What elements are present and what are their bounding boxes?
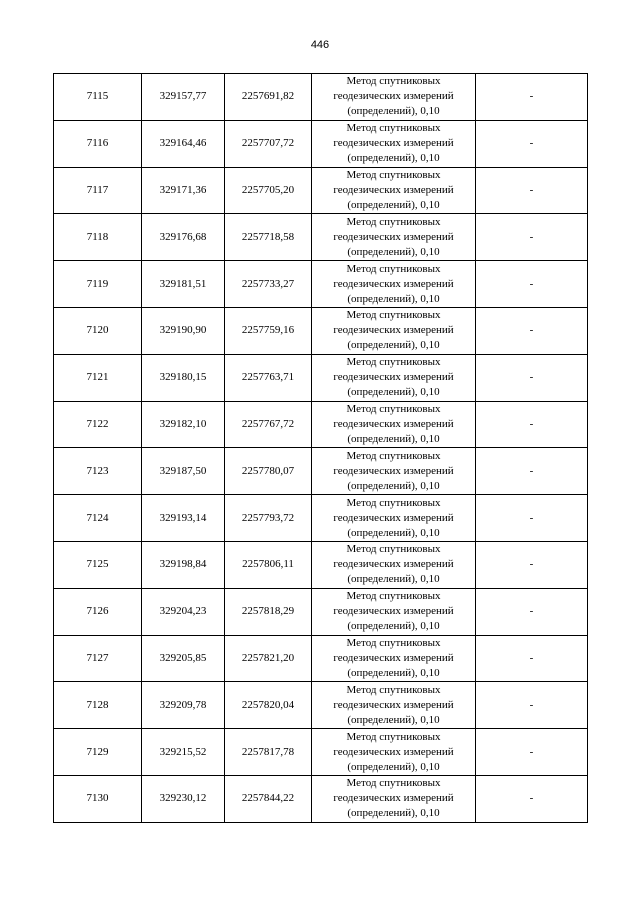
- method-text-line: геодезических измерений: [333, 558, 454, 571]
- method-cell: [312, 635, 476, 682]
- x-coordinate-cell: 329171,36: [142, 167, 225, 214]
- y-coordinate-cell: 2257767,72: [225, 401, 312, 448]
- method-cell: [312, 120, 476, 167]
- method-text-line: Метод спутниковых: [346, 122, 441, 135]
- method-text-line: Метод спутниковых: [346, 636, 441, 649]
- extra-info-cell: -: [476, 214, 588, 261]
- x-coordinate-cell: 329209,78: [142, 682, 225, 729]
- extra-info-cell: -: [476, 729, 588, 776]
- extra-info-cell: -: [476, 307, 588, 354]
- table-row: [54, 729, 588, 776]
- table-row: [54, 354, 588, 401]
- y-coordinate-cell: 2257844,22: [225, 775, 312, 822]
- method-cell: [312, 261, 476, 308]
- method-text-line: геодезических измерений: [333, 324, 454, 337]
- y-coordinate-cell: 2257707,72: [225, 120, 312, 167]
- x-coordinate-cell: 329193,14: [142, 495, 225, 542]
- point-number-cell: 7115: [54, 74, 142, 121]
- extra-info-cell: -: [476, 775, 588, 822]
- method-text-line: (определений), 0,10: [347, 152, 440, 165]
- method-text-line: (определений), 0,10: [347, 339, 440, 352]
- y-coordinate-cell: 2257793,72: [225, 495, 312, 542]
- method-text-line: геодезических измерений: [333, 230, 454, 243]
- method-text-line: (определений), 0,10: [347, 198, 440, 211]
- table-row: [54, 401, 588, 448]
- method-text-line: (определений), 0,10: [347, 245, 440, 258]
- method-text-line: геодезических измерений: [333, 90, 454, 103]
- method-cell: [312, 682, 476, 729]
- method-cell: [312, 74, 476, 121]
- x-coordinate-cell: 329181,51: [142, 261, 225, 308]
- x-coordinate-cell: 329204,23: [142, 588, 225, 635]
- method-text-line: геодезических измерений: [333, 511, 454, 524]
- method-text-line: Метод спутниковых: [346, 402, 441, 415]
- method-text-line: геодезических измерений: [333, 183, 454, 196]
- y-coordinate-cell: 2257806,11: [225, 541, 312, 588]
- method-cell: [312, 775, 476, 822]
- method-cell: [312, 448, 476, 495]
- method-text-line: геодезических измерений: [333, 745, 454, 758]
- point-number-cell: 7127: [54, 635, 142, 682]
- y-coordinate-cell: 2257821,20: [225, 635, 312, 682]
- method-text-line: (определений), 0,10: [347, 713, 440, 726]
- method-text-line: Метод спутниковых: [346, 168, 441, 181]
- method-text-line: Метод спутниковых: [346, 75, 441, 88]
- x-coordinate-cell: 329176,68: [142, 214, 225, 261]
- method-text-line: Метод спутниковых: [346, 309, 441, 322]
- method-text-line: Метод спутниковых: [346, 683, 441, 696]
- method-text-line: (определений), 0,10: [347, 105, 440, 118]
- x-coordinate-cell: 329157,77: [142, 74, 225, 121]
- method-text-line: (определений), 0,10: [347, 573, 440, 586]
- extra-info-cell: -: [476, 261, 588, 308]
- point-number-cell: 7122: [54, 401, 142, 448]
- method-text-line: (определений), 0,10: [347, 432, 440, 445]
- point-number-cell: 7124: [54, 495, 142, 542]
- method-text-line: (определений), 0,10: [347, 760, 440, 773]
- method-text-line: (определений), 0,10: [347, 807, 440, 820]
- extra-info-cell: -: [476, 167, 588, 214]
- table-row: [54, 74, 588, 121]
- y-coordinate-cell: 2257820,04: [225, 682, 312, 729]
- table-row: [54, 448, 588, 495]
- x-coordinate-cell: 329190,90: [142, 307, 225, 354]
- method-text-line: (определений), 0,10: [347, 526, 440, 539]
- point-number-cell: 7130: [54, 775, 142, 822]
- extra-info-cell: -: [476, 588, 588, 635]
- method-text-line: геодезических измерений: [333, 605, 454, 618]
- method-cell: [312, 588, 476, 635]
- method-text-line: Метод спутниковых: [346, 449, 441, 462]
- method-text-line: Метод спутниковых: [346, 730, 441, 743]
- table-row: [54, 588, 588, 635]
- method-text-line: геодезических измерений: [333, 698, 454, 711]
- method-text-line: Метод спутниковых: [346, 356, 441, 369]
- method-text-line: геодезических измерений: [333, 792, 454, 805]
- method-text-line: геодезических измерений: [333, 464, 454, 477]
- x-coordinate-cell: 329230,12: [142, 775, 225, 822]
- table-row: [54, 495, 588, 542]
- y-coordinate-cell: 2257763,71: [225, 354, 312, 401]
- table-row: [54, 682, 588, 729]
- point-number-cell: 7118: [54, 214, 142, 261]
- method-text-line: геодезических измерений: [333, 371, 454, 384]
- extra-info-cell: -: [476, 354, 588, 401]
- extra-info-cell: -: [476, 495, 588, 542]
- method-text-line: (определений), 0,10: [347, 620, 440, 633]
- extra-info-cell: -: [476, 448, 588, 495]
- page-number: 446: [310, 39, 330, 51]
- point-number-cell: 7125: [54, 541, 142, 588]
- table-row: [54, 167, 588, 214]
- y-coordinate-cell: 2257733,27: [225, 261, 312, 308]
- method-text-line: (определений), 0,10: [347, 386, 440, 399]
- extra-info-cell: -: [476, 635, 588, 682]
- extra-info-cell: -: [476, 120, 588, 167]
- method-cell: [312, 495, 476, 542]
- coordinates-table: [53, 73, 588, 823]
- method-text-line: Метод спутниковых: [346, 590, 441, 603]
- x-coordinate-cell: 329205,85: [142, 635, 225, 682]
- method-text-line: (определений), 0,10: [347, 292, 440, 305]
- point-number-cell: 7121: [54, 354, 142, 401]
- x-coordinate-cell: 329164,46: [142, 120, 225, 167]
- method-cell: [312, 167, 476, 214]
- x-coordinate-cell: 329187,50: [142, 448, 225, 495]
- method-cell: [312, 541, 476, 588]
- point-number-cell: 7128: [54, 682, 142, 729]
- x-coordinate-cell: 329180,15: [142, 354, 225, 401]
- point-number-cell: 7123: [54, 448, 142, 495]
- y-coordinate-cell: 2257705,20: [225, 167, 312, 214]
- table-row: [54, 541, 588, 588]
- point-number-cell: 7116: [54, 120, 142, 167]
- method-text-line: Метод спутниковых: [346, 777, 441, 790]
- method-text-line: геодезических измерений: [333, 417, 454, 430]
- extra-info-cell: -: [476, 541, 588, 588]
- method-text-line: геодезических измерений: [333, 137, 454, 150]
- table-row: [54, 261, 588, 308]
- y-coordinate-cell: 2257718,58: [225, 214, 312, 261]
- method-text-line: Метод спутниковых: [346, 543, 441, 556]
- point-number-cell: 7119: [54, 261, 142, 308]
- point-number-cell: 7117: [54, 167, 142, 214]
- point-number-cell: 7126: [54, 588, 142, 635]
- method-cell: [312, 307, 476, 354]
- table-row: [54, 635, 588, 682]
- method-cell: [312, 401, 476, 448]
- y-coordinate-cell: 2257817,78: [225, 729, 312, 776]
- method-cell: [312, 729, 476, 776]
- point-number-cell: 7120: [54, 307, 142, 354]
- method-text-line: (определений), 0,10: [347, 666, 440, 679]
- method-cell: [312, 214, 476, 261]
- y-coordinate-cell: 2257780,07: [225, 448, 312, 495]
- x-coordinate-cell: 329215,52: [142, 729, 225, 776]
- method-text-line: геодезических измерений: [333, 651, 454, 664]
- point-number-cell: 7129: [54, 729, 142, 776]
- table-row: [54, 120, 588, 167]
- x-coordinate-cell: 329198,84: [142, 541, 225, 588]
- table-row: [54, 214, 588, 261]
- table-row: [54, 307, 588, 354]
- method-cell: [312, 354, 476, 401]
- extra-info-cell: -: [476, 74, 588, 121]
- x-coordinate-cell: 329182,10: [142, 401, 225, 448]
- method-text-line: Метод спутниковых: [346, 496, 441, 509]
- method-text-line: Метод спутниковых: [346, 262, 441, 275]
- y-coordinate-cell: 2257759,16: [225, 307, 312, 354]
- method-text-line: (определений), 0,10: [347, 479, 440, 492]
- method-text-line: геодезических измерений: [333, 277, 454, 290]
- coordinates-table-body: [54, 74, 588, 823]
- method-text-line: Метод спутниковых: [346, 215, 441, 228]
- extra-info-cell: -: [476, 682, 588, 729]
- extra-info-cell: -: [476, 401, 588, 448]
- table-row: [54, 775, 588, 822]
- y-coordinate-cell: 2257818,29: [225, 588, 312, 635]
- y-coordinate-cell: 2257691,82: [225, 74, 312, 121]
